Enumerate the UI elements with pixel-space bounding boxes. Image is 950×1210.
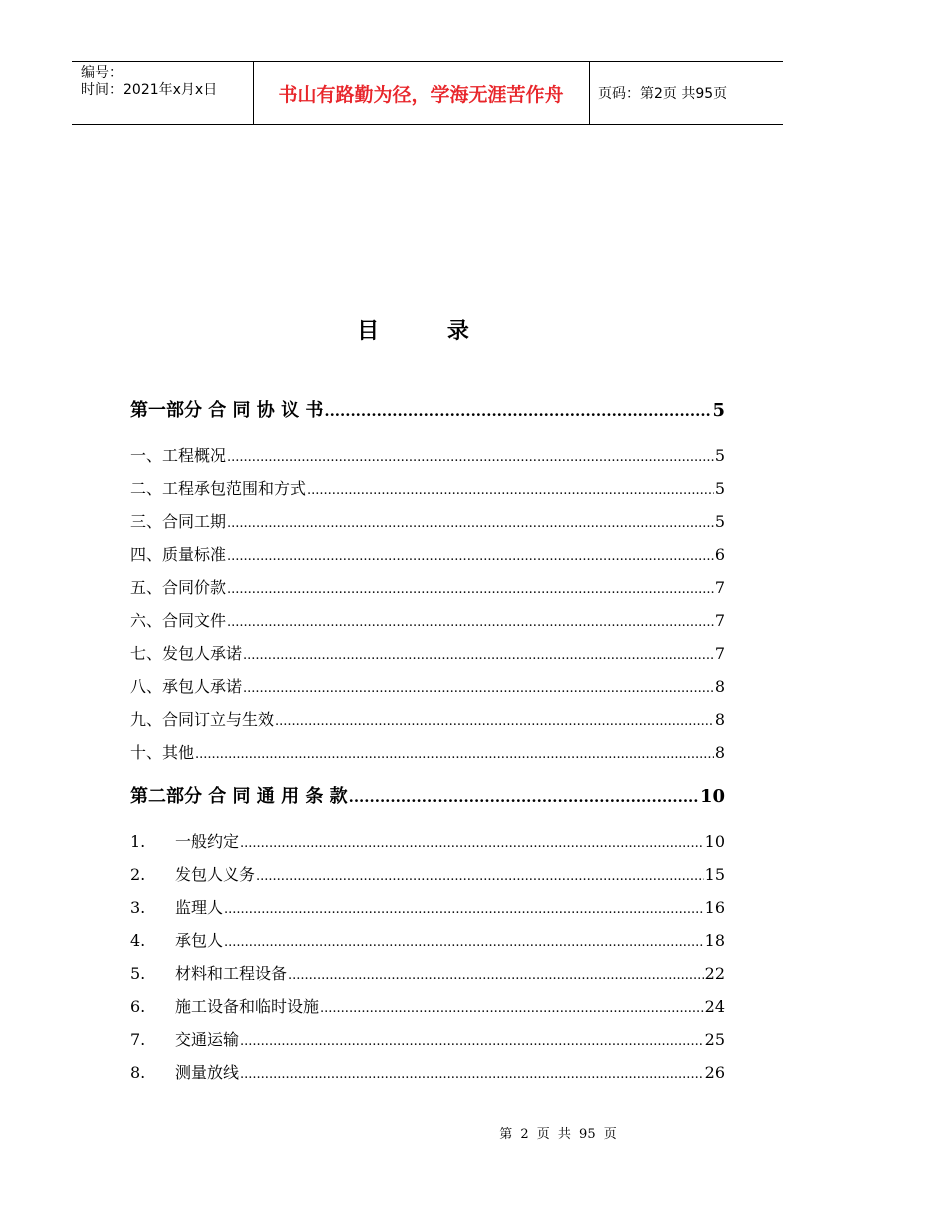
toc-entry-page: 18	[704, 931, 725, 950]
toc-item[interactable]	[130, 961, 725, 984]
header-page-code: 页码：第2页 共95页	[598, 86, 728, 102]
toc-entry-number: 7.	[130, 1030, 146, 1049]
toc-item[interactable]	[130, 895, 725, 918]
toc-leader	[288, 964, 704, 983]
toc-item[interactable]	[130, 509, 725, 532]
toc-item[interactable]	[130, 443, 725, 466]
toc-entry-page: 8	[714, 677, 725, 696]
toc-entry-page: 22	[704, 964, 725, 983]
toc-entry-label: 七、发包人承诺	[130, 644, 243, 663]
toc-item[interactable]	[130, 928, 725, 951]
toc-entry-label: 一、工程概况	[130, 446, 227, 465]
toc-leader	[227, 611, 714, 630]
toc-leader	[195, 743, 714, 762]
toc-item[interactable]	[130, 641, 725, 664]
toc-entry-label	[130, 961, 287, 984]
toc-entry-text: 监理人	[175, 898, 224, 917]
toc-entry-number: 1.	[130, 832, 146, 851]
toc-item[interactable]	[130, 740, 725, 763]
toc-entry-page: 15	[704, 865, 725, 884]
toc-entry-page: 5	[714, 512, 725, 531]
toc-leader	[349, 786, 699, 807]
toc-item[interactable]	[130, 862, 725, 885]
toc-entry-text: 施工设备和临时设施	[175, 997, 320, 1016]
toc-item[interactable]	[130, 994, 725, 1017]
toc-entry-page: 25	[704, 1030, 725, 1049]
toc-entry-page: 24	[704, 997, 725, 1016]
toc-entry-page: 7	[714, 611, 725, 630]
toc-entry-text: 一般约定	[175, 832, 240, 851]
toc-entry-number: 6.	[130, 997, 146, 1016]
toc-entry-label: 四、质量标准	[130, 545, 227, 564]
toc-item[interactable]	[130, 476, 725, 499]
toc-entry-label: 第二部分 合 同 通 用 条 款	[130, 786, 348, 807]
page-header	[72, 61, 783, 125]
toc-entry-text: 承包人	[175, 931, 224, 950]
toc-leader	[307, 479, 714, 498]
header-left-cell	[72, 62, 254, 124]
document-time: 时间：2021年x月x日	[81, 82, 218, 98]
toc-entry-text: 测量放线	[175, 1063, 240, 1082]
toc-entry-number: 3.	[130, 898, 146, 917]
toc-entry-number: 5.	[130, 964, 146, 983]
toc-leader	[227, 578, 714, 597]
toc-entry-text: 交通运输	[175, 1030, 240, 1049]
toc-leader	[224, 898, 704, 917]
toc-entry-label: 九、合同订立与生效	[130, 710, 275, 729]
toc-entry-text: 材料和工程设备	[175, 964, 288, 983]
toc-entry-number: 4.	[130, 931, 146, 950]
toc-entry-page: 8	[714, 710, 725, 729]
toc-leader	[227, 545, 714, 564]
header-middle-cell	[253, 62, 590, 124]
toc-entry-number: 2.	[130, 865, 146, 884]
toc-leader	[324, 400, 711, 421]
toc-entry-label	[130, 994, 319, 1017]
header-right-cell	[590, 62, 783, 124]
toc-entry-label	[130, 862, 255, 885]
toc-entry-label: 十、其他	[130, 743, 195, 762]
document-number-label: 编号：	[81, 65, 123, 81]
toc-leader	[224, 931, 704, 950]
toc-entry-label: 六、合同文件	[130, 611, 227, 630]
toc-entry-label: 二、工程承包范围和方式	[130, 479, 307, 498]
toc-entry-page: 5	[714, 479, 725, 498]
toc-entry-label	[130, 1060, 239, 1083]
toc-leader	[275, 710, 714, 729]
toc-item[interactable]	[130, 575, 725, 598]
toc-entry-page: 6	[714, 545, 725, 564]
toc-leader	[240, 1063, 704, 1082]
toc-entry-page: 7	[714, 578, 725, 597]
toc-leader	[227, 446, 714, 465]
header-slogan: 书山有路勤为径，学海无涯苦作舟	[278, 83, 564, 106]
toc-entry-label: 五、合同价款	[130, 578, 227, 597]
toc-entry-label	[130, 1027, 239, 1050]
toc-item[interactable]	[130, 707, 725, 730]
toc-entry-page: 10	[699, 786, 725, 807]
toc-entry-page: 5	[714, 446, 725, 465]
toc-leader	[240, 832, 704, 851]
toc-entry-label	[130, 928, 223, 951]
toc-leader	[240, 1030, 704, 1049]
toc-leader	[256, 865, 704, 884]
toc-item[interactable]	[130, 608, 725, 631]
toc-entry-text: 发包人义务	[175, 865, 256, 884]
toc-entry-page: 5	[712, 400, 725, 421]
toc-entry-label: 三、合同工期	[130, 512, 227, 531]
toc-entry-page: 10	[704, 832, 725, 851]
toc-entry-page: 8	[714, 743, 725, 762]
toc-leader	[320, 997, 704, 1016]
toc-title: 目 录	[357, 319, 499, 344]
toc-entry-label	[130, 895, 223, 918]
toc-entry-page: 26	[704, 1063, 725, 1082]
toc-entry-page: 16	[704, 898, 725, 917]
toc-leader	[243, 644, 714, 663]
toc-leader	[227, 512, 714, 531]
toc-item[interactable]	[130, 829, 725, 852]
page-footer: 第 2 页 共 95 页	[499, 1127, 617, 1142]
toc-part-2[interactable]	[130, 782, 725, 808]
toc-entry-number: 8.	[130, 1063, 146, 1082]
toc-entry-page: 7	[714, 644, 725, 663]
toc-entry-label: 第一部分 合 同 协 议 书	[130, 400, 324, 421]
toc-part-1[interactable]	[130, 396, 725, 422]
toc-entry-label: 八、承包人承诺	[130, 677, 243, 696]
toc-item[interactable]	[130, 1027, 725, 1050]
toc-leader	[243, 677, 714, 696]
toc-item[interactable]	[130, 674, 725, 697]
toc-entry-label	[130, 829, 239, 852]
toc-item[interactable]	[130, 542, 725, 565]
toc-item[interactable]	[130, 1060, 725, 1083]
